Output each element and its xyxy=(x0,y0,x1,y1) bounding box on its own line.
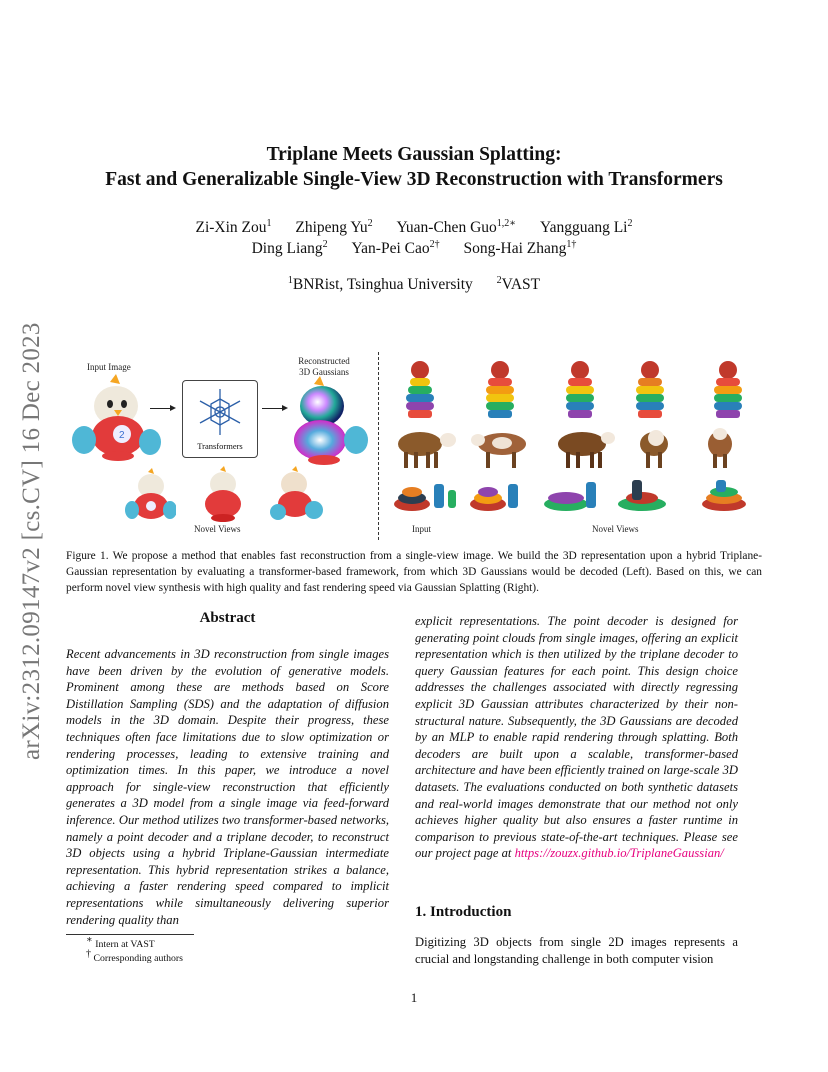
affiliation: $^1$BNRist, Tsinghua University xyxy=(287,274,473,293)
author-list xyxy=(60,217,768,259)
abstract-text-right-body: explicit representations. The point decoder is designed for generating point clouds from single images, offering an explicit representation which is then utilized by the triplane decoder to query Gaussian features for each point. This design choice addresses the challenges associated with directly regressing explicit 3D Gaussian attributes characterized by their non-structural nature. Subsequently, the 3D Gaussians are decoded by an MLP to enable rapid rendering through splatting. Both decoders are built upon a scalable, transformer-based architecture and have been efficiently trained on large-scale 3D datasets. The evaluations conducted on both synthetic datasets and real-world images demonstrate that our method not only achieves higher quality but also ensures a faster runtime in comparison to previous state-of-the-art techniques. Please see our project page at xyxy=(415,614,738,861)
arrow-right-icon xyxy=(262,408,286,409)
author: Yan-Pei Cao$^{2\dagger}$ xyxy=(351,238,440,257)
reconstructed-gaussians-image xyxy=(284,376,374,466)
stacking-toy xyxy=(406,361,434,418)
arxiv-id: arXiv:2312.09147v2 [cs.CV] 16 Dec 2023 xyxy=(18,322,45,760)
intro-heading: 1. Introduction xyxy=(415,904,512,920)
author: Song-Hai Zhang$^{1\dagger}$ xyxy=(463,238,577,257)
abstract-heading: Abstract xyxy=(199,610,256,626)
cow-row xyxy=(392,426,762,472)
author: Zi-Xin Zou$^1$ xyxy=(195,217,272,236)
figure-caption: Figure 1. We propose a method that enables fast reconstruction from a single-view image. We build the 3D representation upon a hybrid Triplane-Gaussian representation by evaluating a transformer-based framework, from which 3D Gaussians would be decoded (Left). Based on this, we can perform novel view synthesis with high quality and fast rendering speed via Gaussian Splatting (Right). xyxy=(66,550,762,594)
author: Zhipeng Yu$^2$ xyxy=(295,217,373,236)
cow xyxy=(398,432,456,468)
title-line-1: Triplane Meets Gaussian Splatting: xyxy=(266,144,562,165)
figure-divider xyxy=(378,352,379,540)
transformers-box xyxy=(182,380,258,458)
author: Yuan-Chen Guo$^{1,2∗}$ xyxy=(396,217,517,236)
abstract-text-right xyxy=(415,613,738,862)
novel-view-image xyxy=(196,466,248,524)
novel-views-left-label: Novel Views xyxy=(194,524,241,534)
affiliation: $^2$VAST xyxy=(496,274,541,293)
abstract-text-left: Recent advancements in 3D reconstruction from single images have been driven by the evolution of generative models. Prominent among these are methods based on Score Distillation Sampling (SDS) and the adaptation of diffusion models in the 3D domain. Despite their progress, these techniques often face limitations due to slow optimization or rendering processes, leading to extensive training and optimization times. In this paper, we introduce a novel approach for single-view reconstruction that efficiently generates a 3D model from a single image via feed-forward inference. Our method utilizes two transformer-based networks, namely a point decoder and a triplane decoder, to reconstruct 3D objects using a hybrid Triplane-Gaussian intermediate representation. This hybrid representation strikes a balance, achieving a faster rendering speed compared to implicit representations while simultaneously delivering superior rendering quality than xyxy=(66,647,389,927)
input-image-label: Input Image xyxy=(87,362,131,372)
paper-title xyxy=(60,142,768,192)
reconstructed-label: Reconstructed 3D Gaussians xyxy=(298,356,350,377)
novel-views-right-label: Novel Views xyxy=(592,524,639,534)
svg-text:2: 2 xyxy=(119,430,125,441)
input-label: Input xyxy=(412,524,431,534)
input-toy-image xyxy=(70,374,162,462)
footnotes xyxy=(86,934,183,966)
affiliations xyxy=(60,276,768,294)
arxiv-stamp xyxy=(18,280,58,760)
intro-text: Digitizing 3D objects from single 2D images represents a crucial and longstanding challenge in both computer vision xyxy=(415,935,738,966)
author: Yangguang Li$^2$ xyxy=(539,217,633,236)
novel-view-image xyxy=(124,468,176,526)
author: Ding Liang$^2$ xyxy=(251,238,328,257)
snowflake-network-icon xyxy=(198,387,242,437)
novel-view-image xyxy=(268,466,326,524)
arrow-right-icon xyxy=(150,408,174,409)
stacking-toy-row xyxy=(398,360,762,422)
transformers-label: Transformers xyxy=(197,441,243,451)
page-number: 1 xyxy=(410,990,418,1005)
footnote: ∗ Intern at VAST xyxy=(86,934,155,950)
footnote: † Corresponding authors xyxy=(86,948,183,964)
project-page-link[interactable]: https://zouzx.github.io/TriplaneGaussian/ xyxy=(514,846,724,861)
figure-1 xyxy=(66,350,762,540)
ring-toy-row xyxy=(392,478,762,516)
title-line-2: Fast and Generalizable Single-View 3D Reconstruction with Transformers xyxy=(105,169,723,190)
